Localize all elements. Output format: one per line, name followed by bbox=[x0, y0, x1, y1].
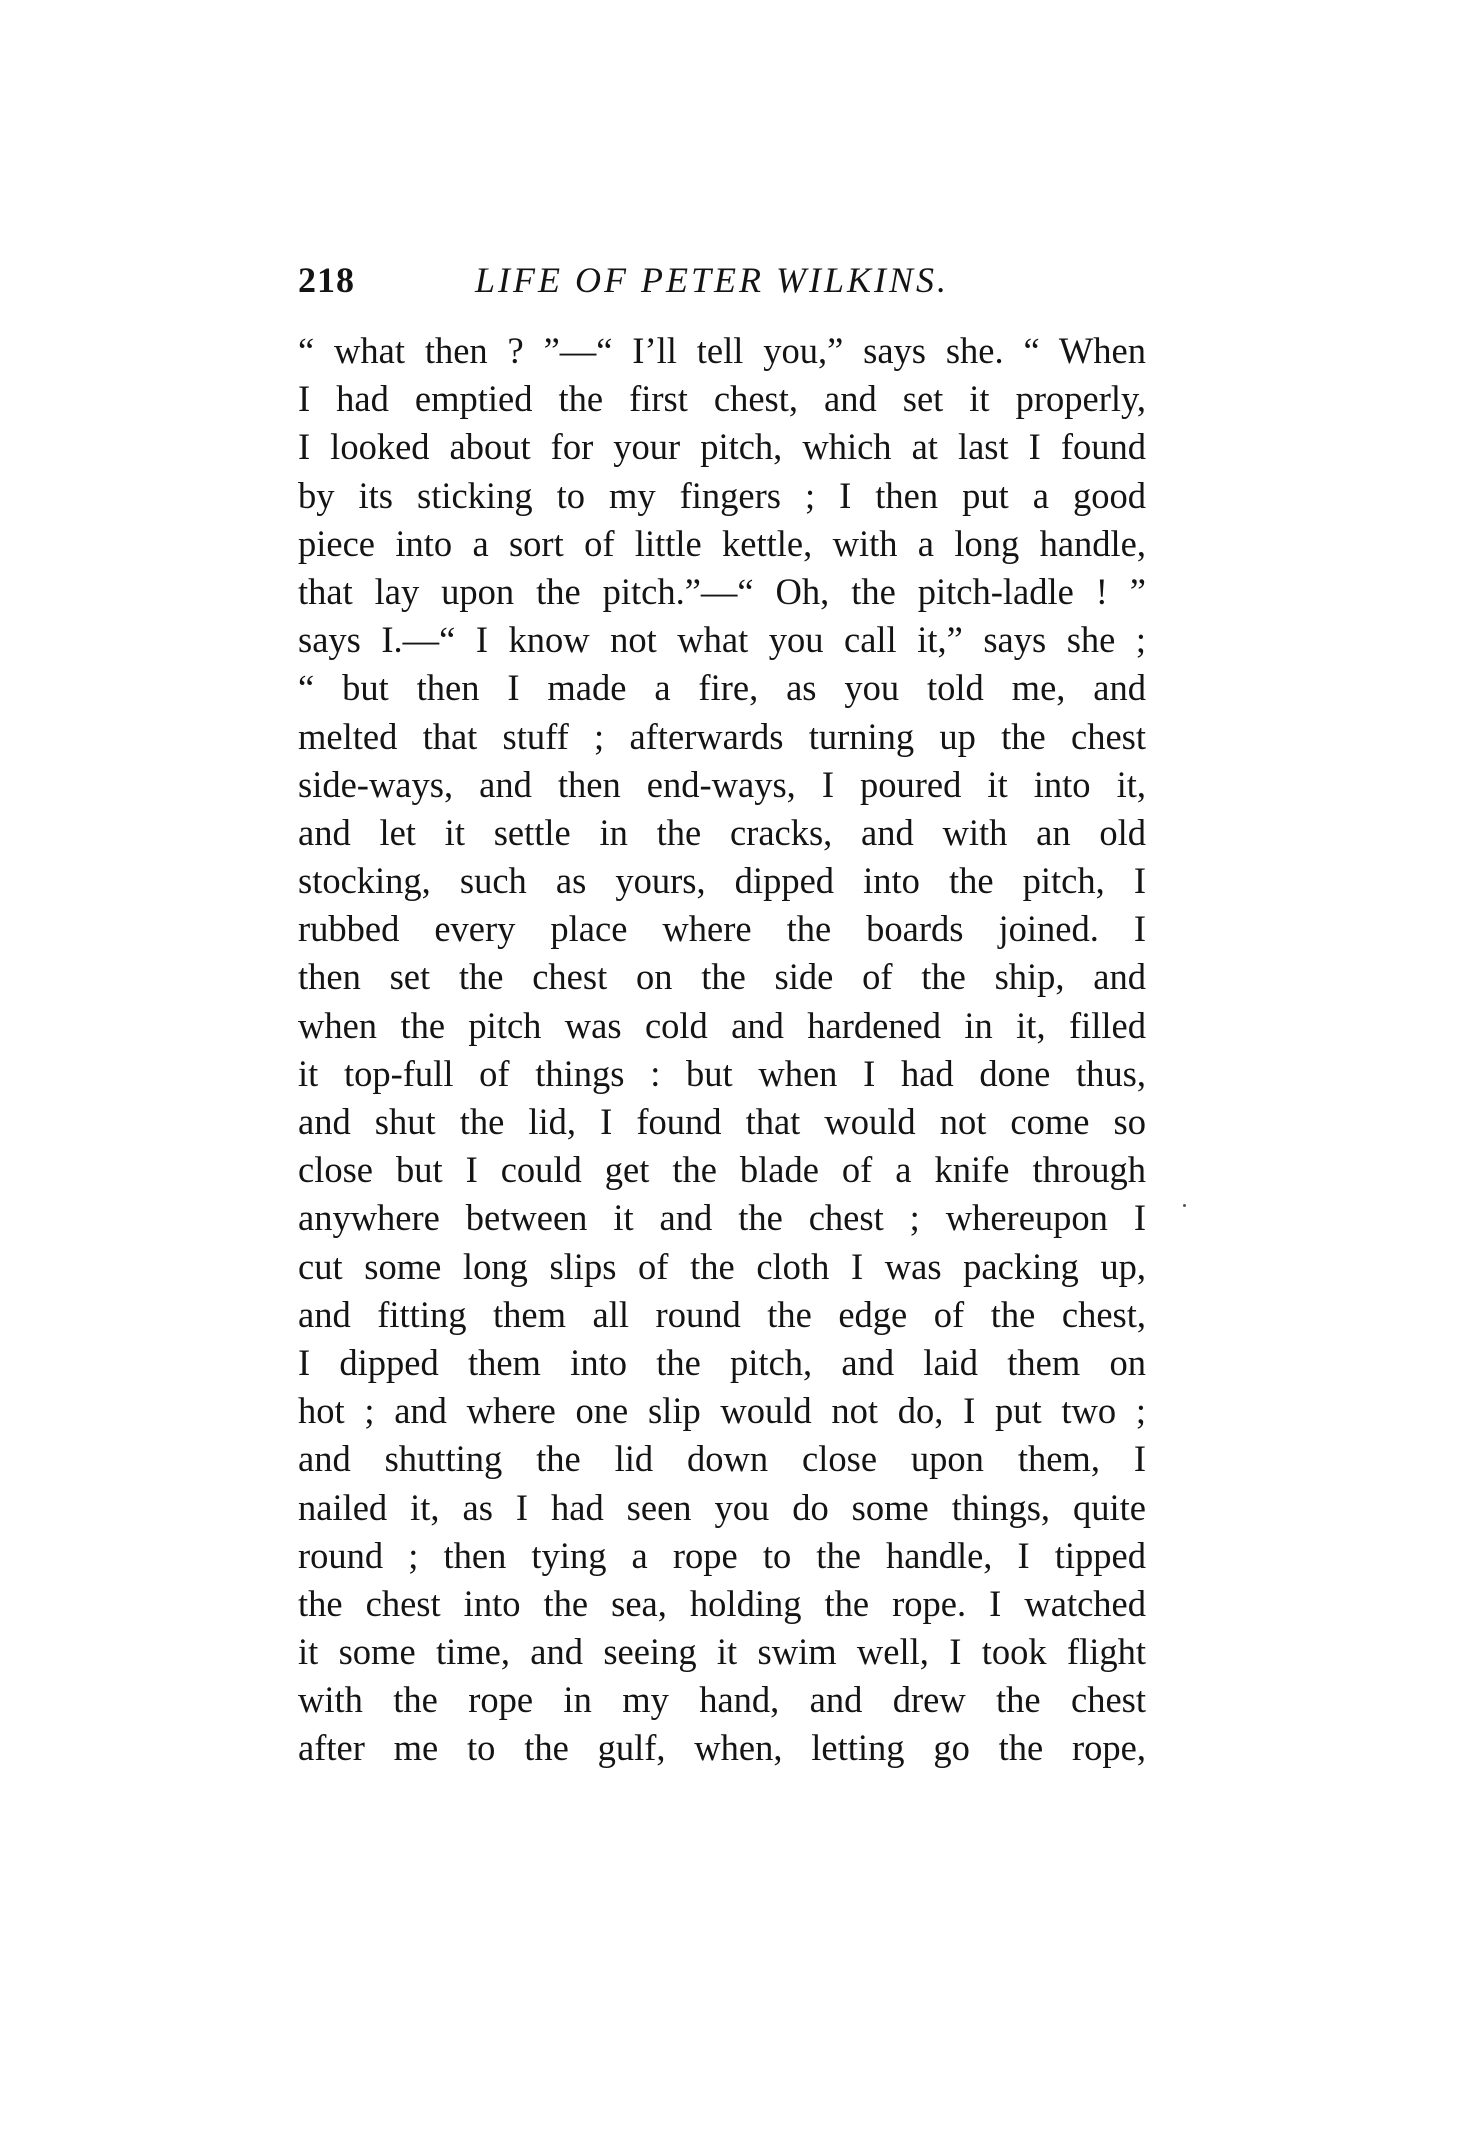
text-line: and shutting the lid down close upon them, I bbox=[298, 1438, 1146, 1480]
text-line: “ but then I made a fire, as you told me, and bbox=[298, 667, 1146, 709]
text-line: anywhere between it and the chest ; whereupon I bbox=[298, 1197, 1146, 1239]
text-line: when the pitch was cold and hardened in it, filled bbox=[298, 1004, 1146, 1046]
running-head bbox=[298, 252, 1148, 308]
text-line: it top-full of things : but when I had done thus, bbox=[298, 1052, 1146, 1094]
body-text bbox=[298, 327, 1146, 1773]
text-line: I dipped them into the pitch, and laid them on bbox=[298, 1341, 1146, 1383]
text-line: it some time, and seeing it swim well, I took flight bbox=[298, 1631, 1146, 1673]
text-line: says I.—“ I know not what you call it,” says she ; bbox=[298, 619, 1146, 661]
running-title: LIFE OF PETER WILKINS. bbox=[475, 260, 949, 300]
text-line: nailed it, as I had seen you do some things, quite bbox=[298, 1486, 1146, 1528]
text-line: and let it settle in the cracks, and with an old bbox=[298, 811, 1146, 853]
text-line: I had emptied the first chest, and set it properly, bbox=[298, 378, 1146, 420]
text-line: side-ways, and then end-ways, I poured it into it, bbox=[298, 763, 1146, 805]
text-line: with the rope in my hand, and drew the chest bbox=[298, 1679, 1146, 1721]
text-line: by its sticking to my fingers ; I then put a good bbox=[298, 474, 1146, 516]
text-line: hot ; and where one slip would not do, I put two ; bbox=[298, 1390, 1146, 1432]
text-line: rubbed every place where the boards joined. I bbox=[298, 908, 1146, 950]
page-number: 218 bbox=[298, 260, 355, 300]
text-line: then set the chest on the side of the ship, and bbox=[298, 956, 1146, 998]
text-line: the chest into the sea, holding the rope. I watched bbox=[298, 1582, 1146, 1624]
text-line: “ what then ? ”—“ I’ll tell you,” says she. “ When bbox=[298, 330, 1146, 371]
text-line: melted that stuff ; afterwards turning up the chest bbox=[298, 715, 1146, 757]
text-line: and fitting them all round the edge of the chest, bbox=[298, 1293, 1146, 1335]
text-line: piece into a sort of little kettle, with a long handle, bbox=[298, 522, 1146, 564]
text-line: cut some long slips of the cloth I was packing up, bbox=[298, 1245, 1146, 1287]
text-line: close but I could get the blade of a knife through bbox=[298, 1149, 1146, 1191]
text-line: after me to the gulf, when, letting go the rope, bbox=[298, 1727, 1146, 1769]
text-line: that lay upon the pitch.”—“ Oh, the pitch-ladle ! ” bbox=[298, 570, 1146, 612]
text-line: stocking, such as yours, dipped into the pitch, I bbox=[298, 860, 1146, 902]
text-line: round ; then tying a rope to the handle, I tipped bbox=[298, 1534, 1146, 1576]
text-line: and shut the lid, I found that would not come so bbox=[298, 1101, 1146, 1142]
ink-speck bbox=[1183, 1204, 1186, 1207]
text-line: I looked about for your pitch, which at last I found bbox=[298, 426, 1146, 468]
